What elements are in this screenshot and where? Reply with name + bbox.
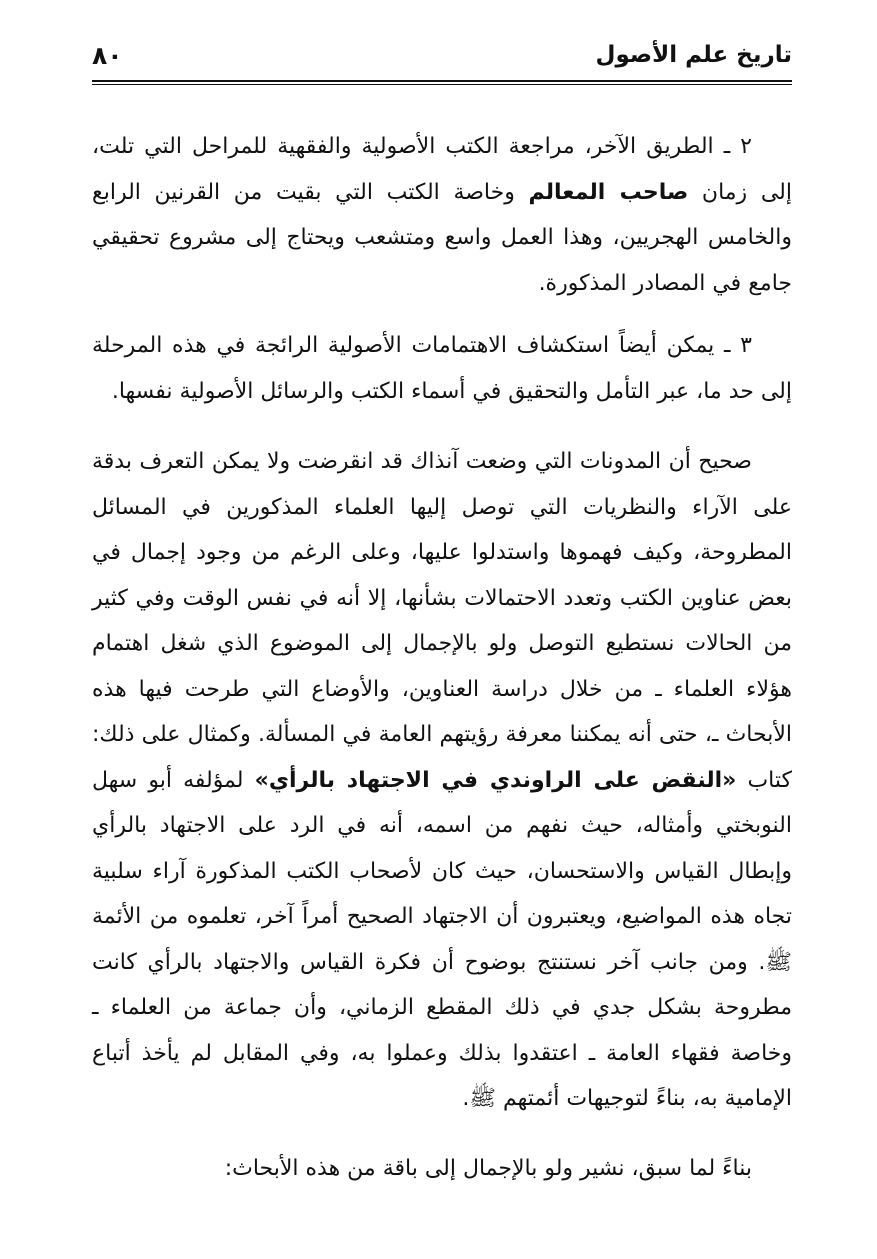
paragraph-text: وخاصة الكتب التي بقيت من القرنين الرابع والخامس الهجريين، وهذا العمل واسع ومتشعب ويحتاج إلى مشروع تحقيقي جامع في المصادر المذكورة. (92, 179, 792, 296)
main-text (92, 124, 792, 1191)
paragraph-text: صحيح أن المدونات التي وضعت آنذاك قد انقرضت ولا يمكن التعرف بدقة على الآراء والنظريات التي توصل إليها العلماء المذكورين في المسائل المطروحة، وكيف فهموها واستدلوا عليها، وعلى الرغم من وجود إجمال في بعض عناوين الكتب وتعدد الاحتمالات بشأنها، إلا أنه في نفس الوقت وفي كثير من الحالات نستطيع التوصل ولو بالإجمال إلى الموضوع الذي شغل اهتمام هؤلاء العلماء ـ من خلال دراسة العناوين، والأوضاع التي طرحت فيها هذه الأبحاث ـ، حتى أنه يمكننا معرفة رؤيتهم العامة في المسألة. وكمثال على ذلك: كتاب (92, 449, 793, 793)
running-title: تاريخ علم الأصول (595, 42, 792, 68)
paragraph-text: لمؤلفه أبو سهل النوبختي وأمثاله، حيث نفهم من اسمه، أنه في الرد على الاجتهاد بالرأي وإبطال القياس والاستحسان، حيث كان لأصحاب الكتب المذكورة آراء سلبية تجاه هذه المواضيع، ويعتبرون أن الاجتهاد الصحيح أمراً آخر، تعلموه من الأئمة ﷺ. ومن جانب آخر نستنتج بوضوح أن فكرة القياس والاجتهاد بالرأي كانت مطروحة بشكل جدي في ذلك المقطع الزماني، وأن جماعة من العلماء ـ وخاصة فقهاء العامة ـ اعتقدوا بذلك وعملوا به، وفي المقابل لم يأخذ أتباع الإمامية به، بناءً لتوجيهات أئمتهم ﷺ. (92, 767, 792, 1111)
paragraph-conclusion: بناءً لما سبق، نشير ولو بالإجمال إلى باقة من هذه الأبحاث: (224, 1155, 752, 1181)
paragraph-discussion (92, 439, 792, 1122)
page-header (92, 28, 792, 82)
bold-term: صاحب المعالم (528, 179, 689, 205)
paragraph-text: ٢ ـ الطريق الآخر، مراجعة الكتب الأصولية والفقهية للمراحل التي تلت، إلى زمان (92, 134, 792, 205)
bold-book-title: «النقض على الراوندي في الاجتهاد بالرأي» (254, 767, 737, 793)
header-rule (92, 80, 792, 85)
paragraph-method-3: ٣ ـ يمكن أيضاً استكشاف الاهتمامات الأصولية الرائجة في هذه المرحلة إلى حد ما، عبر التأمل والتحقيق في أسماء الكتب والرسائل الأصولية نفسها. (92, 333, 792, 404)
paragraph-method-2 (92, 124, 792, 306)
page-number: ٨٠ (92, 40, 123, 70)
